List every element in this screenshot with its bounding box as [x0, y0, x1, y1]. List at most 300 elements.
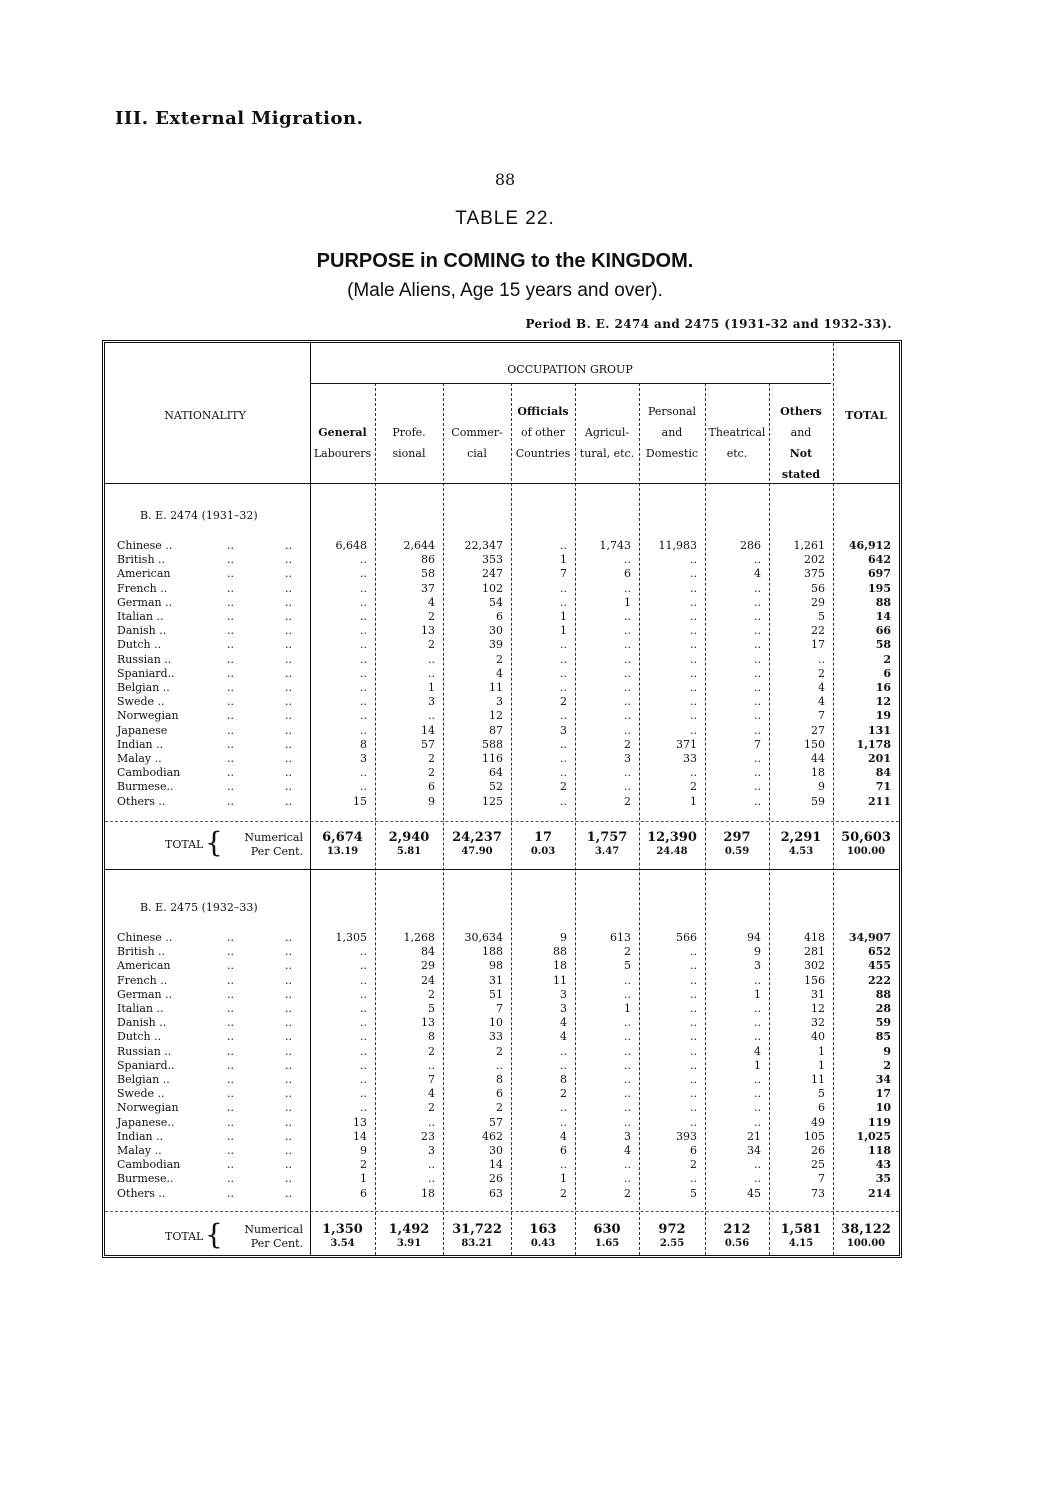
value-cell: ..	[560, 652, 567, 666]
value-cell: ..	[754, 1087, 761, 1101]
leader-dots: ..	[285, 695, 292, 709]
leader-dots: ..	[227, 1087, 234, 1101]
leader-dots: ..	[227, 581, 234, 595]
leader-dots: ..	[227, 959, 234, 973]
value-cell: 3	[754, 959, 761, 973]
value-cell: ..	[624, 780, 631, 794]
value-cell: 87	[489, 723, 503, 737]
value-cell: 3	[624, 1129, 631, 1143]
leader-dots: ..	[227, 652, 234, 666]
leader-dots: ..	[285, 1101, 292, 1115]
column-header-2-line-2: Profe.	[392, 426, 426, 439]
row-total-cell: 201	[868, 752, 891, 765]
numerical-total-cell: 17	[533, 830, 553, 845]
value-cell: 1,743	[599, 539, 631, 552]
value-cell: 15	[353, 794, 367, 808]
nationality-cell: Norwegian	[117, 709, 179, 723]
value-cell: 29	[811, 595, 825, 609]
value-cell: ..	[690, 1172, 697, 1186]
value-cell: ..	[428, 709, 435, 723]
row-total-cell: 19	[875, 709, 891, 723]
value-cell: ..	[754, 709, 761, 723]
value-cell: 5	[690, 1186, 697, 1200]
row-total-cell: 642	[868, 553, 891, 567]
value-cell: 11	[489, 681, 503, 694]
leader-dots: ..	[285, 610, 292, 623]
value-cell: 2	[624, 737, 631, 751]
value-cell: ..	[624, 1172, 631, 1186]
value-cell: 2	[428, 987, 435, 1001]
percent-total-cell: 1.65	[594, 1238, 620, 1249]
row-total-cell: 35	[875, 1172, 891, 1186]
percent-total-cell: 100.00	[846, 846, 886, 857]
leader-dots: ..	[227, 1101, 234, 1115]
leader-dots: ..	[285, 539, 292, 552]
column-divider	[511, 383, 512, 1255]
leader-dots: ..	[285, 1158, 292, 1172]
nationality-cell: Swede ..	[117, 1087, 165, 1101]
value-cell: ..	[690, 610, 697, 623]
column-header-1-line-3: Labourers	[313, 447, 372, 460]
value-cell: ..	[560, 581, 567, 595]
value-cell: ..	[690, 638, 697, 652]
nationality-cell: American	[117, 567, 171, 581]
column-header-3-line-3: cial	[467, 447, 487, 460]
value-cell: 4	[428, 595, 435, 609]
nationality-cell: Danish ..	[117, 624, 167, 638]
value-cell: ..	[754, 766, 761, 780]
nationality-cell: Others ..	[117, 1186, 166, 1200]
value-cell: 5	[624, 959, 631, 973]
value-cell: 2	[818, 666, 825, 680]
value-cell: 94	[747, 931, 761, 944]
value-cell: ..	[690, 1073, 697, 1086]
leader-dots: ..	[285, 1129, 292, 1143]
row-total-cell: 85	[875, 1030, 891, 1044]
value-cell: 302	[804, 959, 825, 973]
section-1-total-rule	[105, 821, 899, 822]
value-cell: ..	[754, 595, 761, 609]
value-cell: ..	[754, 1115, 761, 1129]
value-cell: ..	[754, 624, 761, 638]
value-cell: 3	[360, 752, 367, 765]
leader-dots: ..	[227, 1186, 234, 1200]
table-row	[105, 974, 899, 988]
value-cell: 4	[818, 681, 825, 694]
value-cell: ..	[624, 1073, 631, 1086]
period-line: Period B. E. 2474 and 2475 (1931-32 and 1932-33).	[525, 317, 892, 331]
value-cell: 98	[489, 959, 503, 973]
value-cell: ..	[690, 766, 697, 780]
leader-dots: ..	[285, 581, 292, 595]
value-cell: 11	[553, 973, 567, 987]
percent-total-cell: 13.19	[326, 846, 359, 857]
value-cell: ..	[496, 1058, 503, 1072]
value-cell: ..	[360, 1058, 367, 1072]
value-cell: ..	[428, 1115, 435, 1129]
value-cell: 1	[360, 1172, 367, 1186]
value-cell: 13	[353, 1115, 367, 1129]
value-cell: 5	[818, 1087, 825, 1101]
value-cell: ..	[360, 1030, 367, 1044]
nationality-cell: Norwegian	[117, 1101, 179, 1115]
value-cell: 52	[489, 780, 503, 794]
value-cell: 26	[811, 1144, 825, 1157]
value-cell: 23	[421, 1129, 435, 1143]
value-cell: ..	[690, 695, 697, 709]
leader-dots: ..	[227, 1030, 234, 1044]
numerical-total-cell: 1,350	[322, 1222, 363, 1237]
nationality-cell: Belgian ..	[117, 681, 170, 694]
leader-dots: ..	[227, 987, 234, 1001]
table-row	[105, 709, 899, 723]
table-row	[105, 567, 899, 581]
value-cell: 4	[428, 1087, 435, 1101]
nationality-cell: Malay ..	[117, 752, 162, 765]
value-cell: 6	[818, 1101, 825, 1115]
value-cell: 84	[421, 945, 435, 959]
percent-total-cell: 3.91	[396, 1238, 422, 1249]
value-cell: 33	[489, 1030, 503, 1044]
column-header-4-line-2: of other	[520, 426, 566, 439]
leader-dots: ..	[285, 1172, 292, 1186]
value-cell: 32	[811, 1016, 825, 1030]
value-cell: 2	[428, 766, 435, 780]
value-cell: 4	[754, 567, 761, 581]
value-cell: 18	[811, 766, 825, 780]
value-cell: 6	[690, 1144, 697, 1157]
value-cell: ..	[624, 624, 631, 638]
nationality-cell: Japanese..	[117, 1115, 175, 1129]
value-cell: 4	[560, 1016, 567, 1030]
value-cell: 1	[624, 595, 631, 609]
value-cell: ..	[690, 1101, 697, 1115]
value-cell: 30	[489, 624, 503, 638]
percent-row	[105, 845, 899, 859]
leader-dots: ..	[227, 737, 234, 751]
column-header-8-line-2: and	[790, 426, 812, 439]
value-cell: 2	[560, 1186, 567, 1200]
table-row	[105, 945, 899, 959]
value-cell: ..	[754, 973, 761, 987]
value-cell: 1,261	[793, 539, 825, 552]
leader-dots: ..	[285, 553, 292, 567]
value-cell: 2	[560, 1087, 567, 1101]
total-header: TOTAL	[845, 409, 887, 422]
percent-total-cell: 3.47	[594, 846, 620, 857]
value-cell: 3	[428, 1144, 435, 1157]
row-total-cell: 211	[868, 794, 891, 808]
value-cell: 9	[560, 931, 567, 944]
value-cell: 7	[818, 1172, 825, 1186]
table-row	[105, 1045, 899, 1059]
value-cell: 5	[428, 1002, 435, 1015]
value-cell: ..	[360, 595, 367, 609]
leader-dots: ..	[227, 945, 234, 959]
percent-label: Per Cent.	[250, 1237, 303, 1250]
value-cell: ..	[560, 766, 567, 780]
table-row	[105, 988, 899, 1002]
leader-dots: ..	[227, 1115, 234, 1129]
row-total-cell: 118	[868, 1144, 891, 1157]
page-number: 88	[494, 170, 516, 189]
value-cell: ..	[360, 766, 367, 780]
leader-dots: ..	[285, 1186, 292, 1200]
table-row	[105, 1016, 899, 1030]
value-cell: 418	[804, 931, 825, 944]
leader-dots: ..	[227, 1158, 234, 1172]
value-cell: ..	[754, 1158, 761, 1172]
table-row	[105, 1144, 899, 1158]
table-row	[105, 780, 899, 794]
value-cell: 8	[496, 1073, 503, 1086]
leader-dots: ..	[285, 681, 292, 694]
numerical-total-cell: 972	[658, 1222, 686, 1237]
value-cell: 1	[428, 681, 435, 694]
value-cell: ..	[560, 681, 567, 694]
table-row	[105, 795, 899, 809]
value-cell: ..	[560, 666, 567, 680]
value-cell: 1	[754, 1058, 761, 1072]
leader-dots: ..	[227, 1172, 234, 1186]
numerical-total-cell: 6,674	[322, 830, 363, 845]
value-cell: 1,305	[335, 931, 367, 944]
table-row	[105, 724, 899, 738]
value-cell: 188	[482, 945, 503, 959]
value-cell: ..	[754, 723, 761, 737]
value-cell: 1	[818, 1044, 825, 1058]
value-cell: ..	[360, 652, 367, 666]
numerical-total-cell: 38,122	[841, 1222, 891, 1237]
value-cell: 7	[818, 709, 825, 723]
nationality-cell: Indian ..	[117, 737, 164, 751]
value-cell: 1	[560, 624, 567, 638]
value-cell: 7	[560, 567, 567, 581]
value-cell: ..	[360, 666, 367, 680]
nationality-cell: Italian ..	[117, 1002, 164, 1015]
column-header-5-line-3: tural, etc.	[579, 447, 635, 460]
nationality-cell: Burmese..	[117, 1172, 174, 1186]
leader-dots: ..	[285, 752, 292, 765]
leader-dots: ..	[285, 973, 292, 987]
value-cell: ..	[690, 1058, 697, 1072]
row-total-cell: 12	[875, 695, 891, 709]
value-cell: ..	[754, 1101, 761, 1115]
numerical-total-cell: 1,581	[780, 1222, 822, 1237]
value-cell: 30,634	[464, 931, 503, 944]
nationality-cell: Russian ..	[117, 1044, 172, 1058]
section-1-bottom-rule	[105, 869, 899, 870]
value-cell: 1	[818, 1058, 825, 1072]
table-row	[105, 539, 899, 553]
occupation-group-header: OCCUPATION GROUP	[507, 363, 633, 376]
value-cell: ..	[690, 1115, 697, 1129]
leader-dots: ..	[227, 595, 234, 609]
nationality-cell: Japanese	[117, 723, 168, 737]
percent-total-cell: 2.55	[659, 1238, 685, 1249]
value-cell: 73	[811, 1186, 825, 1200]
column-header-6-line-1: Personal	[647, 405, 697, 418]
value-cell: ..	[690, 581, 697, 595]
value-cell: ..	[560, 539, 567, 552]
nationality-cell: Cambodian	[117, 1158, 181, 1172]
leader-dots: ..	[285, 766, 292, 780]
value-cell: ..	[754, 681, 761, 694]
value-cell: 4	[818, 695, 825, 709]
period-label: B. E. 2475 (1932–33)	[140, 901, 258, 914]
value-cell: ..	[360, 1002, 367, 1015]
row-total-cell: 14	[875, 610, 891, 623]
nationality-cell: Cambodian	[117, 766, 181, 780]
value-cell: ..	[754, 610, 761, 623]
table-row	[105, 959, 899, 973]
leader-dots: ..	[285, 1044, 292, 1058]
value-cell: 125	[482, 794, 503, 808]
nationality-cell: Dutch ..	[117, 1030, 162, 1044]
value-cell: ..	[360, 567, 367, 581]
value-cell: 613	[610, 931, 631, 944]
value-cell: ..	[624, 1016, 631, 1030]
percent-total-cell: 4.15	[788, 1238, 814, 1249]
value-cell: 2	[624, 1186, 631, 1200]
table-row	[105, 1030, 899, 1044]
nationality-cell: Russian ..	[117, 652, 172, 666]
percent-total-cell: 4.53	[788, 846, 814, 857]
value-cell: 31	[489, 973, 503, 987]
nationality-cell: Indian ..	[117, 1129, 164, 1143]
value-cell: 6	[360, 1186, 367, 1200]
value-cell: 30	[489, 1144, 503, 1157]
value-cell: 2	[560, 695, 567, 709]
nationality-cell: British ..	[117, 553, 166, 567]
main-title: PURPOSE in COMING to the KINGDOM.	[316, 250, 694, 272]
row-total-cell: 34	[875, 1073, 891, 1086]
table-row	[105, 596, 899, 610]
value-cell: 6	[624, 567, 631, 581]
nationality-cell: French ..	[117, 581, 168, 595]
section-heading: III. External Migration.	[115, 108, 364, 129]
value-cell: 2	[560, 780, 567, 794]
total-label: TOTAL	[165, 1230, 204, 1243]
table-row	[105, 738, 899, 752]
value-cell: ..	[690, 595, 697, 609]
value-cell: 371	[676, 737, 697, 751]
value-cell: 202	[804, 553, 825, 567]
value-cell: 3	[560, 987, 567, 1001]
value-cell: ..	[624, 610, 631, 623]
total-label: TOTAL	[165, 838, 204, 851]
value-cell: 6	[428, 780, 435, 794]
value-cell: 40	[811, 1030, 825, 1044]
leader-dots: ..	[285, 780, 292, 794]
value-cell: 58	[421, 567, 435, 581]
column-divider	[705, 383, 706, 1255]
value-cell: ..	[690, 1044, 697, 1058]
leader-dots: ..	[227, 681, 234, 694]
percent-label: Per Cent.	[250, 845, 303, 858]
nationality-cell: Swede ..	[117, 695, 165, 709]
value-cell: 1	[560, 610, 567, 623]
value-cell: 54	[489, 595, 503, 609]
row-total-cell: 697	[868, 567, 891, 581]
value-cell: 12	[811, 1002, 825, 1015]
value-cell: ..	[624, 581, 631, 595]
leader-dots: ..	[227, 973, 234, 987]
nationality-cell: British ..	[117, 945, 166, 959]
value-cell: 26	[489, 1172, 503, 1186]
nationality-cell: Spaniard..	[117, 666, 175, 680]
value-cell: 64	[489, 766, 503, 780]
leader-dots: ..	[227, 1144, 234, 1157]
value-cell: 1	[690, 794, 697, 808]
leader-dots: ..	[227, 610, 234, 623]
value-cell: 29	[421, 959, 435, 973]
row-total-cell: 222	[868, 973, 891, 987]
value-cell: ..	[624, 709, 631, 723]
value-cell: ..	[690, 1016, 697, 1030]
value-cell: ..	[560, 1101, 567, 1115]
column-header-7-line-3: etc.	[726, 447, 748, 460]
row-total-cell: 1,178	[856, 737, 891, 751]
value-cell: 2	[690, 1158, 697, 1172]
value-cell: ..	[624, 1115, 631, 1129]
leader-dots: ..	[227, 1016, 234, 1030]
value-cell: 566	[676, 931, 697, 944]
value-cell: ..	[690, 973, 697, 987]
column-header-8-line-1: Others	[780, 405, 822, 418]
value-cell: ..	[360, 695, 367, 709]
sub-title: (Male Aliens, Age 15 years and over).	[347, 280, 663, 301]
value-cell: ..	[624, 1101, 631, 1115]
value-cell: 4	[560, 1030, 567, 1044]
value-cell: 2	[428, 610, 435, 623]
value-cell: ..	[560, 595, 567, 609]
value-cell: 39	[489, 638, 503, 652]
value-cell: ..	[360, 681, 367, 694]
value-cell: 7	[754, 737, 761, 751]
value-cell: ..	[360, 945, 367, 959]
value-cell: 56	[811, 581, 825, 595]
value-cell: 12	[489, 709, 503, 723]
numerical-total-cell: 50,603	[841, 830, 891, 845]
leader-dots: ..	[227, 624, 234, 638]
value-cell: 3	[428, 695, 435, 709]
value-cell: 37	[421, 581, 435, 595]
percent-total-cell: 0.59	[724, 846, 750, 857]
numerical-total-cell: 1,492	[388, 1222, 430, 1237]
row-total-cell: 6	[883, 666, 891, 680]
row-total-cell: 28	[875, 1002, 891, 1015]
value-cell: 59	[811, 794, 825, 808]
value-cell: 105	[804, 1129, 825, 1143]
leader-dots: ..	[227, 931, 234, 944]
leader-dots: ..	[285, 652, 292, 666]
row-total-cell: 88	[875, 987, 891, 1001]
value-cell: 33	[683, 752, 697, 765]
period-label: B. E. 2474 (1931–32)	[140, 509, 258, 522]
leader-dots: ..	[285, 737, 292, 751]
row-total-cell: 10	[875, 1101, 891, 1115]
value-cell: ..	[624, 652, 631, 666]
value-cell: ..	[428, 1172, 435, 1186]
value-cell: ..	[360, 780, 367, 794]
value-cell: ..	[818, 652, 825, 666]
value-cell: ..	[754, 553, 761, 567]
value-cell: 8	[360, 737, 367, 751]
value-cell: 13	[421, 1016, 435, 1030]
table-row	[105, 1116, 899, 1130]
leader-dots: ..	[227, 766, 234, 780]
